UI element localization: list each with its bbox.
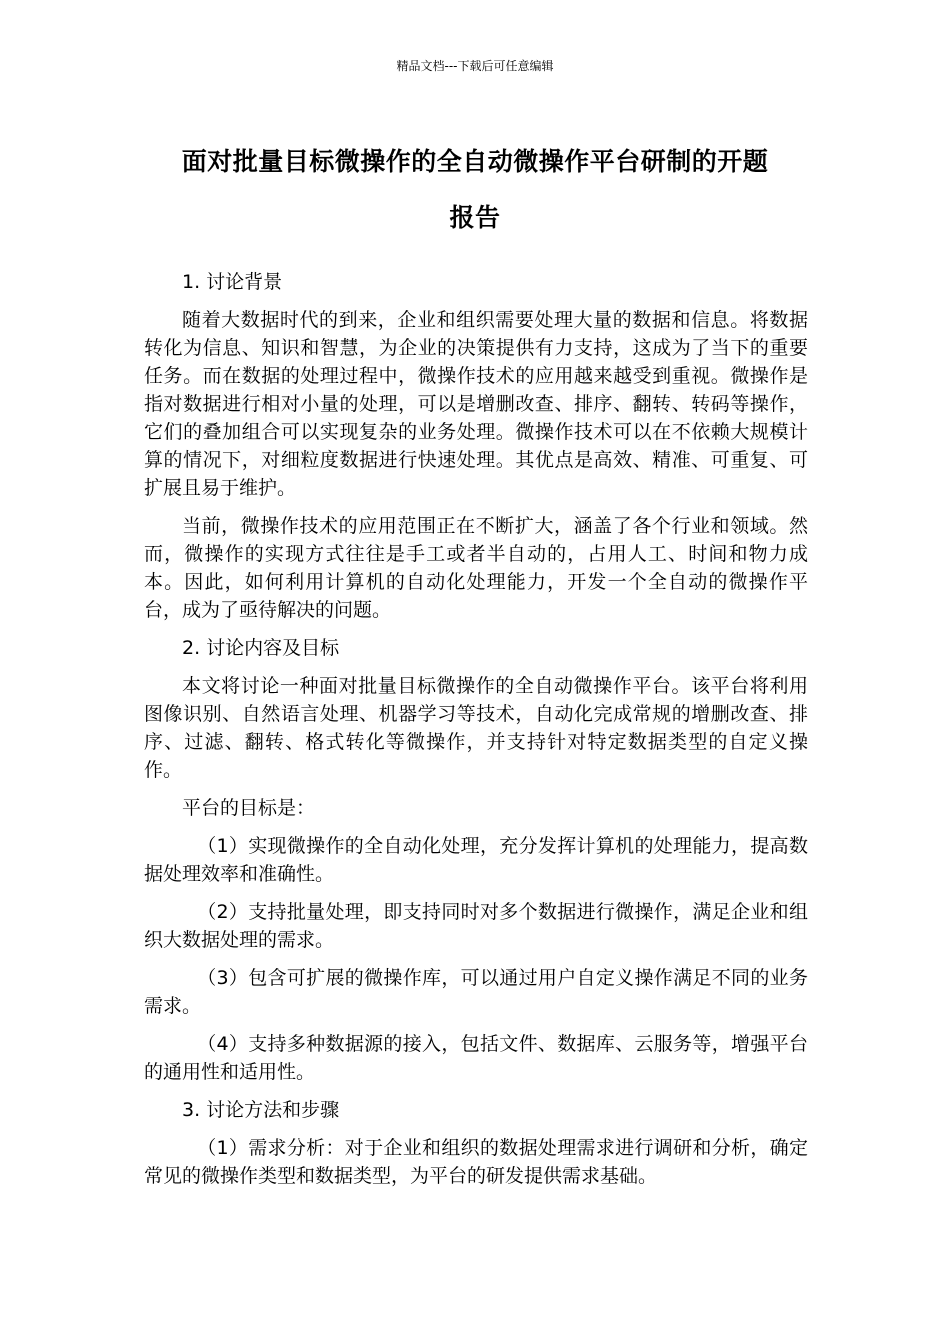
section-2-paragraph-1: 本文将讨论一种面对批量目标微操作的全自动微操作平台。该平台将利用图像识别、自然语言处理、机器学习等技术，自动化完成常规的增删改查、排序、过滤、翻转、格式转化等微操作，并支持针对特定数据类型的自定义操作。 — [144, 675, 808, 781]
section-2-item-4: （4）支持多种数据源的接入，包括文件、数据库、云服务等，增强平台的通用性和适用性。 — [144, 1033, 808, 1083]
header-note: 精品文档---下载后可任意编辑 — [396, 59, 554, 73]
section-3-item-1: （1）需求分析：对于企业和组织的数据处理需求进行调研和分析，确定常见的微操作类型和数据类型，为平台的研发提供需求基础。 — [144, 1137, 808, 1187]
section-2-paragraph-2: 平台的目标是： — [182, 797, 316, 819]
title-line-2: 报告 — [449, 203, 501, 232]
section-2-item-3: （3）包含可扩展的微操作库，可以通过用户自定义操作满足不同的业务需求。 — [144, 967, 808, 1017]
document-title — [130, 134, 820, 246]
section-2-item-1: （1）实现微操作的全自动化处理，充分发挥计算机的处理能力，提高数据处理效率和准确性。 — [144, 835, 808, 885]
section-2-item-2: （2）支持批量处理，即支持同时对多个数据进行微操作，满足企业和组织大数据处理的需求。 — [144, 901, 808, 951]
section-1-paragraph-1: 随着大数据时代的到来，企业和组织需要处理大量的数据和信息。将数据转化为信息、知识和智慧，为企业的决策提供有力支持，这成为了当下的重要任务。而在数据的处理过程中，微操作技术的应用越来越受到重视。微操作是指对数据进行相对小量的处理，可以是增删改查、排序、翻转、转码等操作，它们的叠加组合可以实现复杂的业务处理。微操作技术可以在不依赖大规模计算的情况下，对细粒度数据进行快速处理。其优点是高效、精准、可重复、可扩展且易于维护。 — [144, 309, 808, 499]
section-3-heading: 3. 讨论方法和步骤 — [182, 1099, 340, 1121]
section-2-heading: 2. 讨论内容及目标 — [182, 637, 340, 659]
section-1-heading: 1. 讨论背景 — [182, 271, 283, 293]
title-line-1: 面对批量目标微操作的全自动微操作平台研制的开题 — [181, 147, 769, 176]
document-body — [144, 268, 808, 1200]
section-1-paragraph-2: 当前，微操作技术的应用范围正在不断扩大，涵盖了各个行业和领域。然而，微操作的实现方式往往是手工或者半自动的，占用人工、时间和物力成本。因此，如何利用计算机的自动化处理能力，开发一个全自动的微操作平台，成为了亟待解决的问题。 — [144, 515, 808, 621]
